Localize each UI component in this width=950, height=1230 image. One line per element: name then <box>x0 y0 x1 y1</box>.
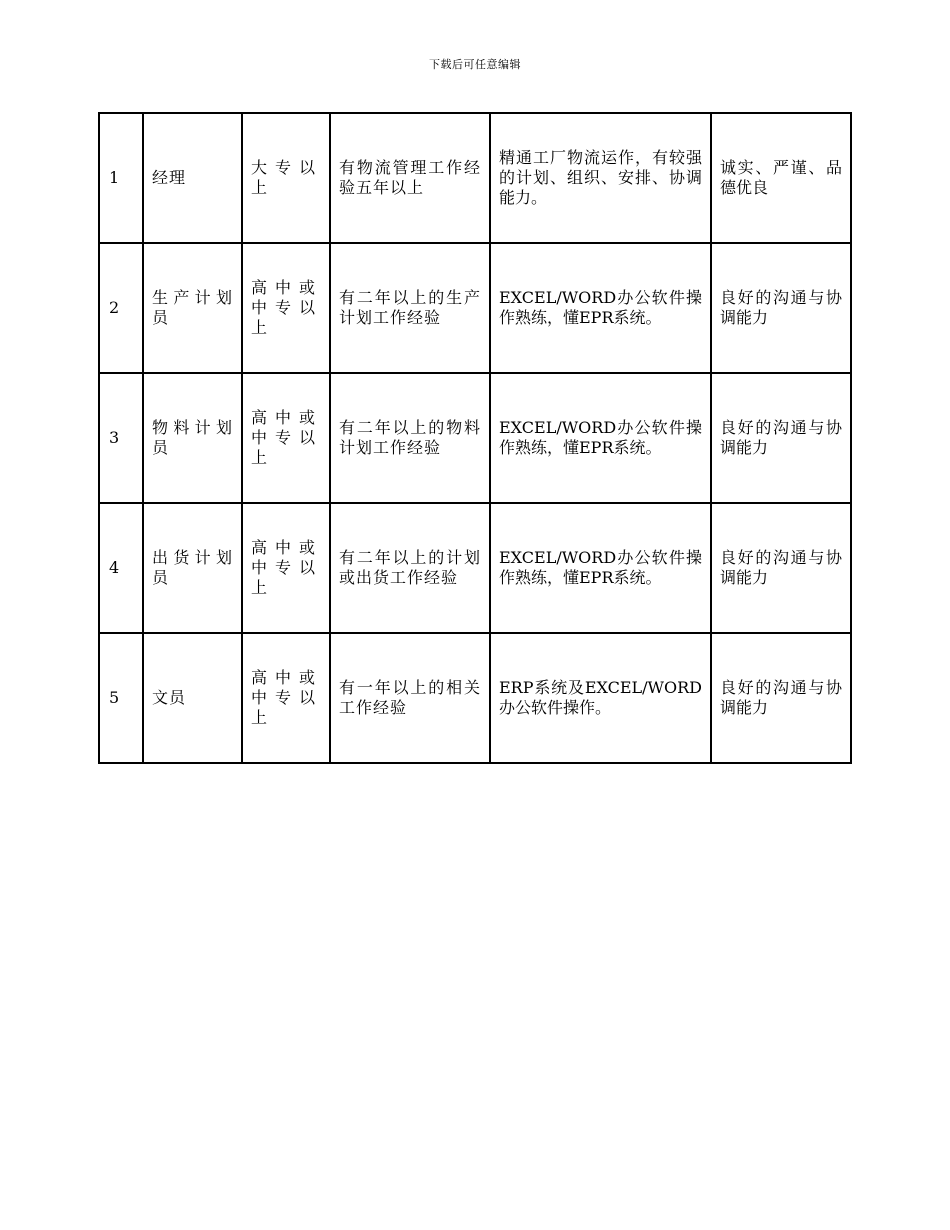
experience-cell: 有物流管理工作经验五年以上 <box>330 113 490 243</box>
position-cell: 经理 <box>143 113 242 243</box>
education-cell: 高中或中专以上 <box>242 503 330 633</box>
position-cell: 物料计划员 <box>143 373 242 503</box>
education-cell: 高中或中专以上 <box>242 633 330 763</box>
position-cell: 文员 <box>143 633 242 763</box>
qualities-cell: 良好的沟通与协调能力 <box>711 243 851 373</box>
experience-cell: 有一年以上的相关工作经验 <box>330 633 490 763</box>
table-row <box>99 243 851 373</box>
skills-cell: EXCEL/WORD办公软件操作熟练，懂EPR系统。 <box>490 503 711 633</box>
row-number-cell: 1 <box>99 113 143 243</box>
table-row <box>99 503 851 633</box>
job-requirements-table <box>98 112 852 764</box>
qualities-cell: 诚实、严谨、品德优良 <box>711 113 851 243</box>
position-cell: 出货计划员 <box>143 503 242 633</box>
skills-cell: EXCEL/WORD办公软件操作熟练，懂EPR系统。 <box>490 373 711 503</box>
skills-cell: 精通工厂物流运作，有较强的计划、组织、安排、协调能力。 <box>490 113 711 243</box>
education-cell: 高中或中专以上 <box>242 373 330 503</box>
row-number-cell: 5 <box>99 633 143 763</box>
qualities-cell: 良好的沟通与协调能力 <box>711 373 851 503</box>
table-row <box>99 373 851 503</box>
table-row <box>99 633 851 763</box>
position-cell: 生产计划员 <box>143 243 242 373</box>
education-cell: 高中或中专以上 <box>242 243 330 373</box>
skills-cell: EXCEL/WORD办公软件操作熟练，懂EPR系统。 <box>490 243 711 373</box>
row-number-cell: 2 <box>99 243 143 373</box>
page-header: 下载后可任意编辑 <box>429 58 521 71</box>
qualities-cell: 良好的沟通与协调能力 <box>711 633 851 763</box>
table-row <box>99 113 851 243</box>
row-number-cell: 4 <box>99 503 143 633</box>
qualities-cell: 良好的沟通与协调能力 <box>711 503 851 633</box>
row-number-cell: 3 <box>99 373 143 503</box>
skills-cell: ERP系统及EXCEL/WORD办公软件操作。 <box>490 633 711 763</box>
experience-cell: 有二年以上的生产计划工作经验 <box>330 243 490 373</box>
experience-cell: 有二年以上的物料计划工作经验 <box>330 373 490 503</box>
experience-cell: 有二年以上的计划或出货工作经验 <box>330 503 490 633</box>
education-cell: 大专以上 <box>242 113 330 243</box>
